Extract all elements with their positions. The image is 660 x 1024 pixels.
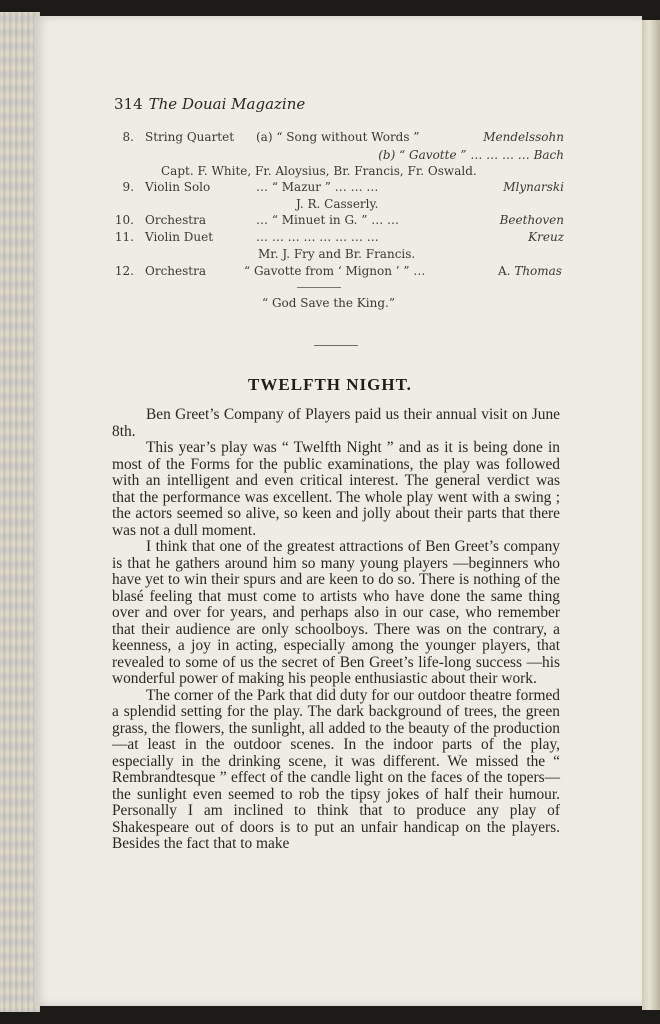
programme-rule (297, 287, 341, 288)
composer-surname: Thomas (514, 264, 562, 278)
programme-item-8-name: String Quartet (145, 130, 235, 144)
programme-item-9-piece: … “ Mazur ” … … … (256, 180, 379, 194)
programme-item-11-composer: Kreuz (528, 230, 564, 244)
programme-closing: “ God Save the King.” (262, 296, 395, 310)
programme-item-9-composer: Mlynarski (503, 180, 564, 194)
programme-number-8: 8. (122, 130, 134, 144)
programme-item-11-performers: Mr. J. Fry and Br. Francis. (258, 247, 416, 261)
programme-item-8b: (b) “ Gavotte ” … … … … Bach (378, 148, 564, 162)
section-divider (314, 345, 358, 346)
programme-item-8a-composer: Mendelssohn (483, 130, 564, 144)
article-paragraph: Ben Greet’s Company of Players paid us their annual visit on June 8th. (112, 406, 560, 440)
programme-item-11-piece: … … … … … … … … (256, 230, 379, 244)
programme-item-12-piece: “ Gavotte from ‘ Mignon ’ ” … (244, 264, 426, 278)
article-paragraph: The corner of the Park that did duty for our outdoor theatre formed a splendid setting for the play. The dark background of trees, the green grass, the flowers, the sunlight, all added to the beauty of the production—at least in the outdoor scenes. In the indoor parts of the play, especially in the drinking scene, it was different. We missed the “ Rembrandtesque ” effect of the candle light on the faces of the topers—the sunlight even seemed to rob the tipsy jokes of half their humour. Personally I am inclined to think that to produce any play of Shakespeare out of doors is to put an unfair handicap on the players. Besides the fact that to make (112, 686, 560, 852)
programme-item-12-composer (498, 264, 562, 278)
programme-number-10: 10. (114, 213, 134, 227)
article-paragraph: This year’s play was “ Twelfth Night ” and as it is being done in most of the Forms for the public examinations, the play was followed with an intelligent and even critical interest. The general verdict was that the performance was excellent. The whole play went with a swing ; the actors seemed so alive, so keen and jolly about their parts that there was not a dull moment. (112, 439, 560, 539)
magazine-title: The Douai Magazine (148, 95, 306, 113)
article-paragraph: I think that one of the greatest attractions of Ben Greet’s company is that he gathers around him so many young players —beginners who have yet to win their spurs and are keen to do so. There is nothing of the blasé feeling that must come to artists who have done the same thing over and over for years, and perhaps also in our case, who remember that their audience are only schoolboys. There was on the contrary, a keenness, a joy in acting, especially among the younger players, that revealed to some of us the secret of Ben Greet’s life-long success —his wonderful power of making his people enthusiastic about their work. (112, 538, 560, 687)
programme-number-11: 11. (114, 230, 134, 244)
programme-item-10-composer: Beethoven (499, 213, 564, 227)
article-heading: TWELFTH NIGHT. (248, 375, 412, 394)
programme-item-8a: (a) “ Song without Words ” (256, 130, 420, 144)
programme-item-9-performer: J. R. Casserly. (296, 197, 379, 211)
programme-item-10-name: Orchestra (145, 213, 206, 227)
composer-initial: A. (498, 264, 511, 278)
programme-item-9-name: Violin Solo (145, 180, 211, 194)
programme-item-8-performers: Capt. F. White, Fr. Aloysius, Br. Francis, Fr. Oswald. (161, 164, 477, 178)
article-body (112, 407, 560, 853)
programme-number-12: 12. (114, 264, 134, 278)
programme-number-9: 9. (122, 180, 134, 194)
programme-item-10-piece: … “ Minuet in G. ” … … (256, 213, 400, 227)
programme-item-11-name: Violin Duet (145, 230, 214, 244)
page-number: 314 (114, 95, 143, 113)
concert-programme (0, 0, 660, 320)
programme-item-12-name: Orchestra (145, 264, 206, 278)
